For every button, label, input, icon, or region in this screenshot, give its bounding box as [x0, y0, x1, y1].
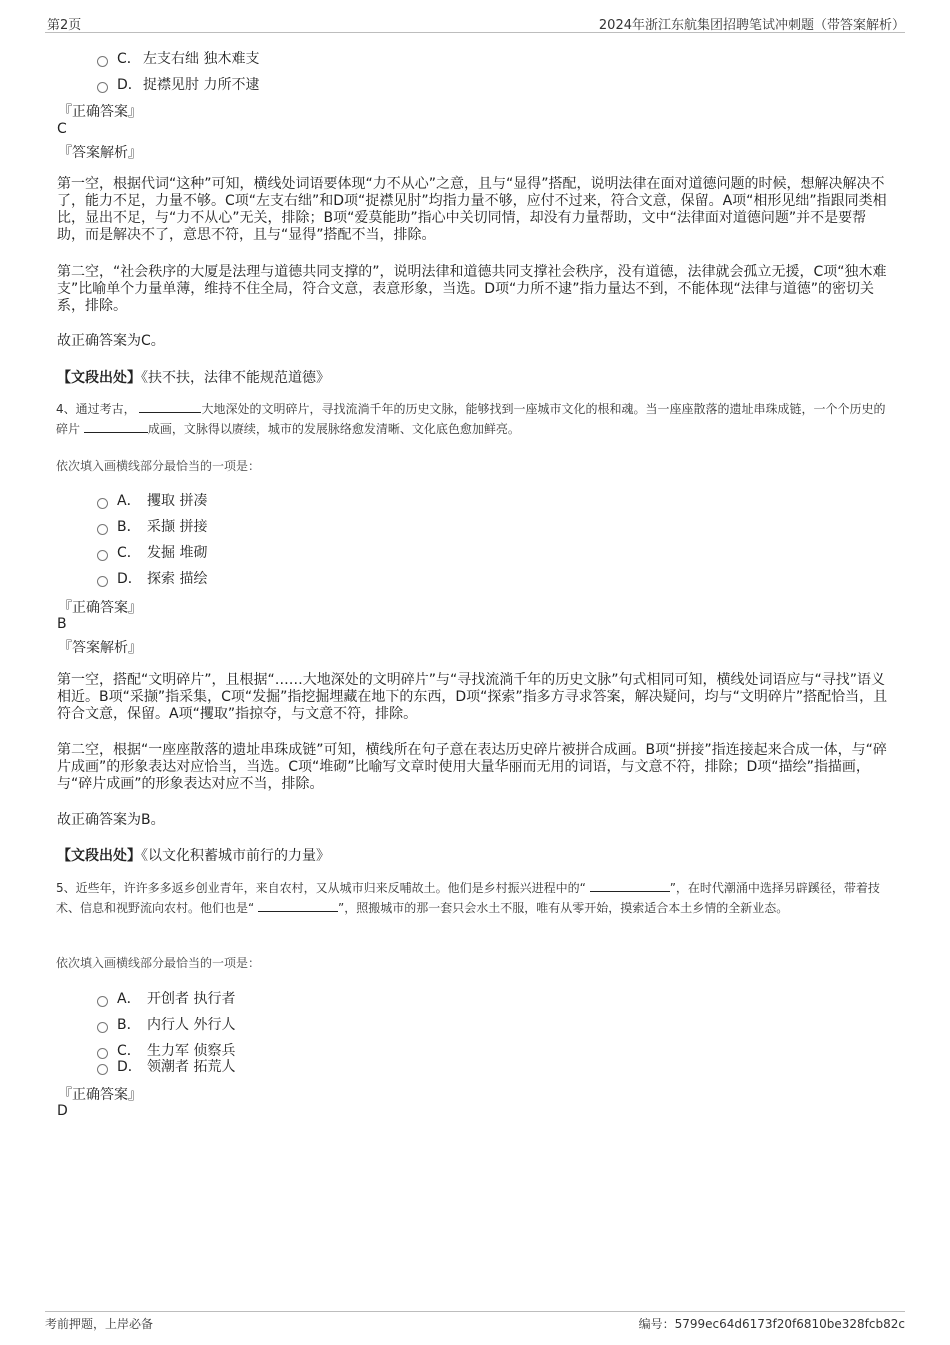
q4-option-a[interactable]: A． 攫取 拼凑 — [97, 490, 207, 510]
q4-conclusion: 故正确答案为B。 — [57, 812, 165, 828]
q5-answer: D — [57, 1103, 68, 1119]
q5-option-d[interactable]: D． 领潮者 拓荒人 — [97, 1056, 235, 1076]
document-title: 2024年浙江东航集团招聘笔试冲刺题（带答案解析） — [598, 18, 905, 33]
page-number: 第2页 — [47, 18, 82, 33]
radio-icon[interactable] — [97, 1064, 108, 1075]
radio-icon[interactable] — [97, 550, 108, 561]
q4-blank-1 — [139, 400, 201, 413]
q4-option-c[interactable]: C． 发掘 堆砌 — [97, 542, 207, 562]
q4-analysis-paragraph-2: 第二空，根据“一座座散落的遗址串珠成链”可知，横线所在句子意在表达历史碎片被拼合成画。B项“拼接”指连接起来合成一体，与“碎片成画”的形象表达对应恰当，当选。C项“堆砌”比喻写文章时使用大量华丽而无用的词语，与文意不符，排除；D项“描绘”指描画，与“碎片成画”的形象表达对应不当，排除。 — [57, 742, 887, 792]
q4-answer: B — [57, 616, 67, 632]
q4-option-b[interactable]: B． 采撷 拼接 — [97, 516, 207, 536]
q3-option-d[interactable]: D． 捉襟见肘 力所不逮 — [97, 74, 259, 94]
q3-analysis-label: 『答案解析』 — [58, 145, 142, 161]
q3-conclusion: 故正确答案为C。 — [57, 333, 165, 349]
radio-icon[interactable] — [97, 56, 108, 67]
radio-icon[interactable] — [97, 576, 108, 587]
q4-blank-2 — [84, 420, 148, 433]
footer-slogan: 考前押题，上岸必备 — [45, 1317, 154, 1331]
q5-option-a[interactable]: A． 开创者 执行者 — [97, 988, 235, 1008]
q5-blank-1 — [590, 879, 670, 892]
q5-blank-2 — [258, 899, 338, 912]
radio-icon[interactable] — [97, 82, 108, 93]
q5-prompt: 依次填入画横线部分最恰当的一项是： — [56, 956, 261, 970]
q5-question: 5、近些年，许许多多返乡创业青年，来自农村，又从城市归来反哺故土。他们是乡村振兴进程中的“ ”，在时代潮涌中选择另辟蹊径，带着技术、信息和视野流向农村。他们也是“ ”，照搬城市的那一套只会水土不服，唯有从零开始，摸索适合本土乡情的全新业态。 — [56, 881, 880, 915]
q4-option-d[interactable]: D． 探索 描绘 — [97, 568, 207, 588]
radio-icon[interactable] — [97, 996, 108, 1007]
q3-answer: C — [57, 121, 67, 137]
q4-source: 【文段出处】《以文化积蓄城市前行的力量》 — [57, 848, 330, 864]
q5-option-c[interactable]: C． 生力军 侦察兵 — [97, 1040, 235, 1060]
q4-answer-label: 『正确答案』 — [58, 600, 142, 616]
footer-divider — [45, 1311, 905, 1312]
q3-option-c[interactable]: C． 左支右绌 独木难支 — [97, 48, 259, 68]
q4-analysis-paragraph-1: 第一空，搭配“文明碎片”，且根据“……大地深处的文明碎片”与“寻找流淌千年的历史文脉”句式相同可知，横线处词语应与“寻找”语义相近。B项“采撷”指采集，C项“发掘”指挖掘埋藏在地下的东西，D项“探索”指多方寻求答案，解决疑问，均与“文明碎片”搭配恰当，且符合文意，保留。A项“攫取”指掠夺，与文意不符，排除。 — [57, 672, 888, 722]
header-divider — [45, 32, 905, 33]
q5-option-b[interactable]: B． 内行人 外行人 — [97, 1014, 235, 1034]
q3-analysis-paragraph-1: 第一空，根据代词“这种”可知，横线处词语要体现“力不从心”之意，且与“显得”搭配，说明法律在面对道德问题的时候，想解决解决不了，能力不足，力量不够。C项“左支右绌”和D项“捉襟见肘”均指力量不够，应付不过来，符合文意，保留。A项“相形见绌”指跟同类相比，显出不足，与“力不从心”无关，排除；B项“爱莫能助”指心中关切同情，却没有力量帮助，文中“法律面对道德问题”并不是要帮助，而是解决不了，意思不符，且与“显得”搭配不当，排除。 — [57, 176, 887, 243]
q5-answer-label: 『正确答案』 — [58, 1087, 142, 1103]
radio-icon[interactable] — [97, 1022, 108, 1033]
q4-prompt: 依次填入画横线部分最恰当的一项是： — [56, 459, 261, 473]
q3-answer-label: 『正确答案』 — [58, 104, 142, 120]
radio-icon[interactable] — [97, 498, 108, 509]
q3-source: 【文段出处】《扶不扶，法律不能规范道德》 — [57, 370, 330, 386]
q4-analysis-label: 『答案解析』 — [58, 640, 142, 656]
q3-analysis-paragraph-2: 第二空，“社会秩序的大厦是法理与道德共同支撑的”，说明法律和道德共同支撑社会秩序，没有道德，法律就会孤立无援，C项“独木难支”比喻单个力量单薄，维持不住全局，符合文意，表意形象，当选。D项“力所不逮”指力量达不到，不能体现“法律与道德”的密切关系，排除。 — [57, 264, 887, 314]
radio-icon[interactable] — [97, 524, 108, 535]
footer-code: 编号：5799ec64d6173f20f6810be328fcb82c — [638, 1317, 905, 1331]
q4-question: 4、通过考古， 大地深处的文明碎片，寻找流淌千年的历史文脉，能够找到一座城市文化的根和魂。当一座座散落的遗址串珠成链，一个个历史的碎片 成画，文脉得以赓续，城市的发展脉络愈发清晰、文化底色愈加鲜亮。 — [56, 402, 886, 436]
